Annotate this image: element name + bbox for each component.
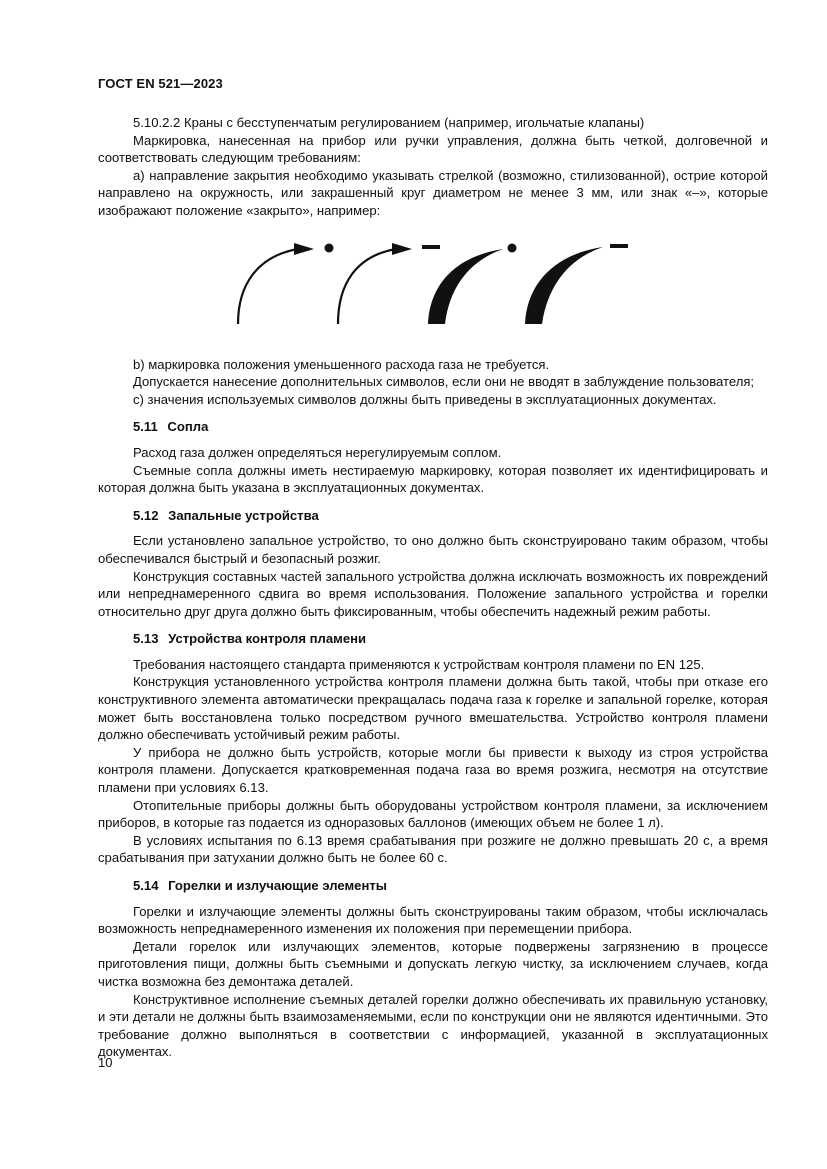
document-header: ГОСТ EN 521—2023 [98,76,223,91]
section-number: 5.13 [133,631,159,647]
section-number: 5.12 [133,507,159,523]
wedge-arc-dash-symbol [525,244,628,324]
list-item-b: b) маркировка положения уменьшенного расхода газа не требуется. [133,356,550,372]
section-5-13-title [98,630,768,648]
paragraph-5-12-1: Если установлено запальное устройство, то оно должно быть сконструировано таким образом, чтобы обеспечивался быстрый и безопасный розжиг. [98,533,768,566]
paragraph-5-13-2: Конструкция установленного устройства контроля пламени должна быть такой, чтобы при отказе его конструктивного элемента автоматически прекращалась подача газа к горелке и запальной горелке, которая может быть восстановлена только посредством ручного вмешательства. Устройство контроля пламени должно обеспечивать устойчивый режим работы. [98,674,768,743]
section-5-14-title [98,877,768,895]
paragraph-5-13-1: Требования настоящего стандарта применяются к устройствам контроля пламени по EN 125. [133,656,705,672]
paragraph-5-14-1: Горелки и излучающие элементы должны быть сконструированы таким образом, чтобы исключалась возможность непреднамеренного изменения их положения при перемещении прибора. [98,903,768,937]
paragraph-5-11-2: Съемные сопла должны иметь нестираемую маркировку, которая позволяет их идентифицировать и которая должна быть указана в эксплуатационных документах. [98,462,768,496]
wedge-arc-dot-symbol [428,243,517,324]
arrow-arc-symbol [238,243,334,324]
arrow-arc-dash-symbol [338,243,440,324]
section-title-text: Запальные устройства [168,507,319,523]
list-item-c: с) значения используемых символов должны быть приведены в эксплуатационных документах. [133,391,717,407]
section-5-11-title [98,418,768,436]
page-content [98,114,768,1061]
paragraph-5-12-2: Конструкция составных частей запального устройства должна исключать возможность их повреждений или непреднамеренного сдвига во время использования. Положение запального устройства и горелки относительно друг друга должно быть фиксированным, чтобы обеспечить надежный режим работы. [98,568,768,619]
symbols-svg [98,234,768,344]
page-number: 10 [98,1055,113,1070]
paragraph-5-14-3: Конструктивное исполнение съемных деталей горелки должно обеспечивать их правильную установку, и эти детали не должны быть взаимозаменяемыми, если по конструкции они не являются идентичными. Это требование должно выполняться в соответствии с информацией, указанной в эксплуатационных документах. [98,991,768,1060]
section-title-text: Сопла [167,419,209,435]
section-title-text: Горелки и излучающие элементы [168,878,387,893]
section-5-12-title [98,507,768,525]
paragraph-5-13-4: Отопительные приборы должны быть оборудованы устройством контроля пламени, за исключением приборов, в которые газ подается из одноразовых баллонов (имеющих объем не более 1 л). [98,797,768,831]
paragraph-5-14-2: Детали горелок или излучающих элементов, которые подвержены загрязнению в процессе приготовления пищи, должны быть съемными и допускать легкую чистку, за исключением случаев, когда чистка возможна без демонтажа деталей. [98,938,768,989]
paragraph-additional-symbols: Допускается нанесение дополнительных символов, если они не вводят в заблуждение пользователя; [133,374,755,390]
paragraph-5-13-5: В условиях испытания по 6.13 время срабатывания при розжиге не должно превышать 20 с, а время срабатывания при затухании должно быть не более 60 с. [98,832,768,866]
section-number: 5.14 [133,878,159,893]
list-item-a: а) направление закрытия необходимо указывать стрелкой (возможно, стилизованной), острие которой направлено на окружность, или закрашенный круг диаметром не менее 3 мм, или знак «–», которые изображают положение «закрыто», например: [98,167,768,218]
paragraph-5-11-1: Расход газа должен определяться нерегулируемым соплом. [133,444,502,460]
closing-direction-symbols-figure [98,234,768,344]
paragraph-marking: Маркировка, нанесенная на прибор или ручки управления, должна быть четкой, долговечной и соответствовать следующим требованиям: [98,132,768,166]
clause-5-10-2-2: 5.10.2.2 Краны с бесступенчатым регулированием (например, игольчатые клапаны) [133,115,645,130]
paragraph-5-13-3: У прибора не должно быть устройств, которые могли бы привести к выходу из строя устройства контроля пламени. Допускается кратковременная подача газа во время розжига, несмотря на отсутствие пламени при условиях 6.13. [98,744,768,796]
section-number: 5.11 [133,419,158,435]
section-title-text: Устройства контроля пламени [168,631,367,647]
